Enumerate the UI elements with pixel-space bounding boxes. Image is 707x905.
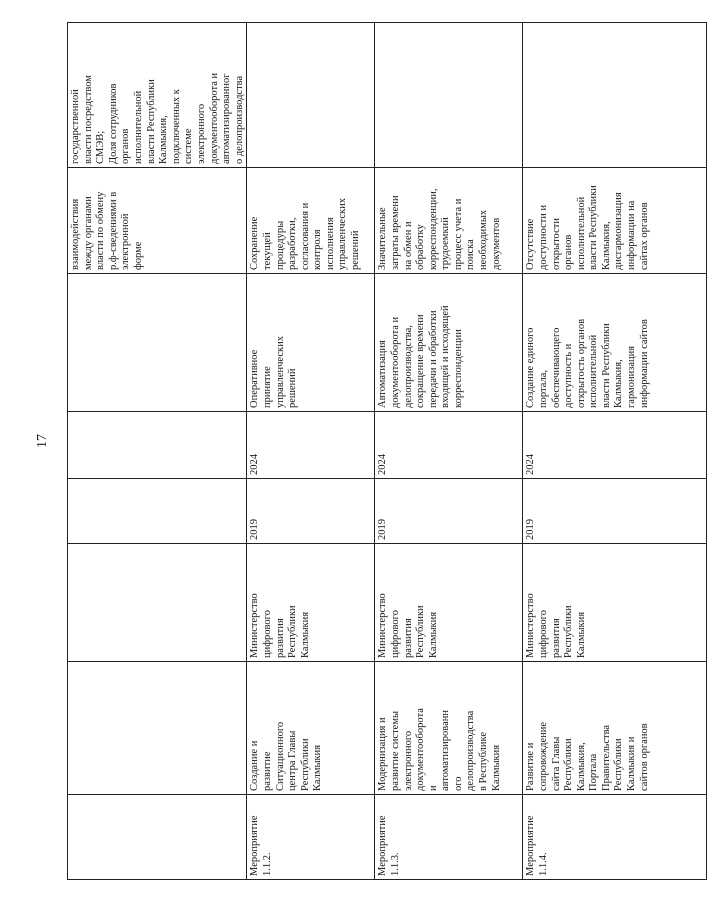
cell-executor: Министерство цифрового развития Республики Калмыкия — [247, 544, 375, 662]
table-row-continued — [68, 23, 247, 880]
cell-end-year: 2024 — [375, 412, 523, 479]
cell-indicator — [247, 23, 375, 168]
cell-name: Создание и развитие Ситуационного центра Главы Республики Калмыкия — [247, 662, 375, 795]
cell-start-empty — [68, 479, 247, 544]
cell-problem: Сохранение текущей процедуры разработки, согласования и контроля исполнения управленческих решений — [247, 168, 375, 274]
cell-executor: Министерство цифрового развития Республики Калмыкия — [375, 544, 523, 662]
cell-result: Создание единого портала, обеспечивающего доступность и открытость органов исполнительной власти Республики Калмыкия, гармонизация информации сайтов — [523, 274, 707, 412]
cell-result: Автоматизация документооборота и делопроизводства, сокращение времени передачи и обработки входящей и исходящей корреспонденции — [375, 274, 523, 412]
cell-measure-empty — [68, 795, 247, 880]
cell-measure: Мероприятие 1.1.2. — [247, 795, 375, 880]
cell-start-year: 2019 — [247, 479, 375, 544]
cell-result-empty — [68, 274, 247, 412]
cell-problem: Значительные затраты времени на обмен и обработку корреспонденции, трудоемкий процесс учета и поиска необходимых документов — [375, 168, 523, 274]
cell-start-year: 2019 — [523, 479, 707, 544]
cell-end-year: 2024 — [247, 412, 375, 479]
cell-end-year: 2024 — [523, 412, 707, 479]
measures-table — [67, 22, 707, 880]
cell-problem: взаимодействия между органами власти по обмену р.ф-сведениями в электронной форме — [68, 168, 247, 274]
cell-name: Модернизация и развитие системы электронного документооборота и автоматизированн ого делопроизводства в Республике Калмыкия — [375, 662, 523, 795]
cell-end-empty — [68, 412, 247, 479]
cell-measure: Мероприятие 1.1.4. — [523, 795, 707, 880]
cell-indicator — [375, 23, 523, 168]
cell-indicator — [523, 23, 707, 168]
table-row — [375, 23, 523, 880]
cell-executor-empty — [68, 544, 247, 662]
cell-start-year: 2019 — [375, 479, 523, 544]
cell-problem: Отсутствие доступности и открытости органов исполнительной власти Республики Калмыкия, дисгармонизация информации на сайтах органов — [523, 168, 707, 274]
table-row — [247, 23, 375, 880]
cell-name: Развитие и сопровождение сайта Главы Республики Калмыкия, Портала Правительства Республики Калмыкия и сайтов органов — [523, 662, 707, 795]
cell-measure: Мероприятие 1.1.3. — [375, 795, 523, 880]
program-table — [67, 23, 650, 880]
table-row — [523, 23, 707, 880]
cell-name-empty — [68, 662, 247, 795]
page-number: 17 — [35, 434, 50, 448]
cell-executor: Министерство цифрового развития Республики Калмыкия — [523, 544, 707, 662]
cell-result: Оперативное принятие управленческих решений — [247, 274, 375, 412]
cell-indicator: государственной власти посредством СМЭВ; Доля сотрудников органов исполнительной власти Республики Калмыкия, подключенных к системе электронного документооборота и автоматизированног о делопроизводства — [68, 23, 247, 168]
